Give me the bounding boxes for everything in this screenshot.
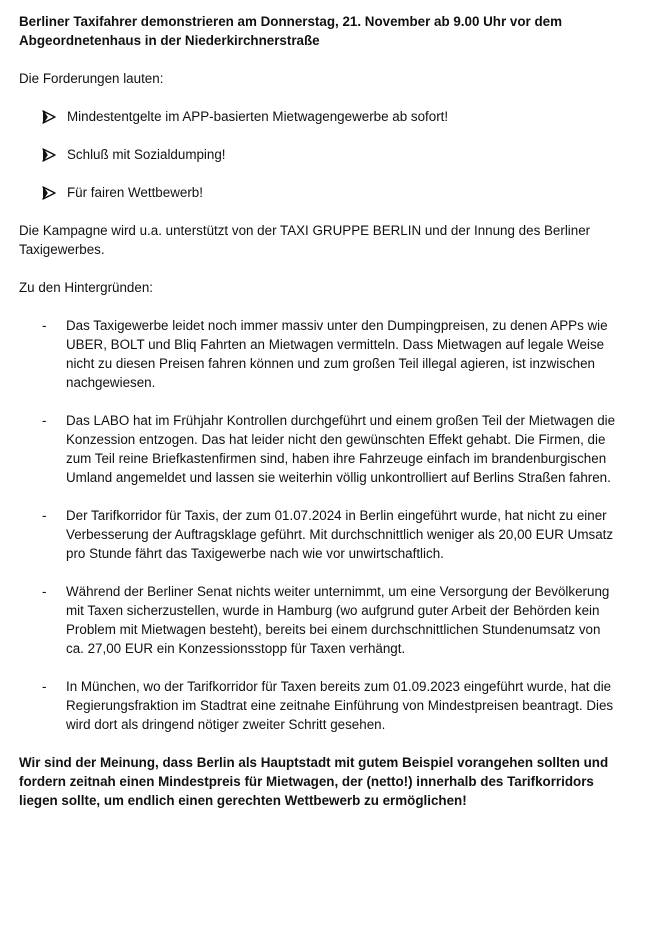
dash-bullet: -	[42, 318, 47, 333]
arrow-check-bullet-icon	[42, 148, 56, 162]
spacer	[19, 202, 629, 221]
background-text: Während der Berliner Senat nichts weiter unternimmt, um eine Versorgung der Bevölkerung mit Taxen sicherzustellen, wurde in Hamburg (wo aufgrund guter Arbeit der Behörden kein Problem mit Mietwagen besteht), bereits bei einem durchschnittlichen Stundenumsatz von ca. 27,00 EUR ein Konzessionsstopp für Taxen verhängt.	[66, 584, 610, 656]
background-item	[19, 411, 629, 487]
support-paragraph: Die Kampagne wird u.a. unterstützt von der TAXI GRUPPE BERLIN und der Innung des Berliner Taxigewerbes.	[19, 223, 591, 257]
dash-bullet: -	[42, 413, 47, 428]
spacer	[19, 50, 629, 69]
background-intro: Zu den Hintergründen:	[19, 280, 153, 295]
demand-item	[19, 107, 629, 126]
spacer	[19, 259, 629, 278]
dash-bullet: -	[42, 584, 47, 599]
document-page	[19, 12, 629, 810]
demand-item	[19, 183, 629, 202]
demands-intro: Die Forderungen lauten:	[19, 71, 164, 86]
background-item	[19, 677, 629, 734]
background-text: Das Taxigewerbe leidet noch immer massiv unter den Dumpingpreisen, zu denen APPs wie UBER, BOLT und Bliq Fahrten an Mietwagen vermitteln. Dass Mietwagen auf legale Weise nicht zu diesen Preisen fahren können und zum großen Teil illegal agieren, ist inzwischen nachgewiesen.	[66, 318, 608, 390]
conclusion-paragraph: Wir sind der Meinung, dass Berlin als Hauptstadt mit gutem Beispiel vorangehen sollten und fordern zeitnah einen Mindestpreis für Mietwagen, der (netto!) innerhalb des Tarifkorridors liegen sollte, um endlich einen gerechten Wettbewerb zu ermöglichen!	[19, 755, 609, 808]
spacer	[19, 734, 629, 753]
demand-text: Für fairen Wettbewerb!	[67, 185, 203, 200]
background-text: In München, wo der Tarifkorridor für Taxen bereits zum 01.09.2023 eingeführt wurde, hat die Regierungsfraktion im Stadtrat eine zeitnahe Einführung von Mindestpreisen beantragt. Dies wird dort als dringend nötiger zweiter Schritt gesehen.	[66, 679, 614, 732]
background-list	[19, 316, 629, 734]
background-text: Das LABO hat im Frühjahr Kontrollen durchgeführt und einem großen Teil der Mietwagen die Konzession entzogen. Das hat leider nicht den gewünschten Effekt gehabt. Die Firmen, die zum Teil reine Briefkastenfirmen sind, haben ihre Fahrzeuge einfach im brandenburgischen Umland angemeldet und lassen sie weiterhin völlig unkontrolliert auf Berlins Straßen fahren.	[66, 413, 616, 485]
demand-item	[19, 145, 629, 164]
arrow-check-bullet-icon	[42, 110, 56, 124]
arrow-check-bullet-icon	[42, 186, 56, 200]
background-item	[19, 316, 629, 392]
background-item	[19, 506, 629, 563]
demand-text: Schluß mit Sozialdumping!	[67, 147, 226, 162]
dash-bullet: -	[42, 508, 47, 523]
background-item	[19, 582, 629, 658]
demand-text: Mindestentgelte im APP-basierten Mietwagengewerbe ab sofort!	[67, 109, 449, 124]
headline: Berliner Taxifahrer demonstrieren am Donnerstag, 21. November ab 9.00 Uhr vor dem Abgeordnetenhaus in der Niederkirchnerstraße	[19, 14, 563, 48]
demands-list	[19, 107, 629, 202]
background-text: Der Tarifkorridor für Taxis, der zum 01.07.2024 in Berlin eingeführt wurde, hat nicht zu einer Verbesserung der Auftragsklage geführt. Mit durchschnittlich weniger als 20,00 EUR Umsatz pro Stunde fährt das Taxigewerbe nach wie vor unwirtschaftlich.	[66, 508, 614, 561]
dash-bullet: -	[42, 679, 47, 694]
